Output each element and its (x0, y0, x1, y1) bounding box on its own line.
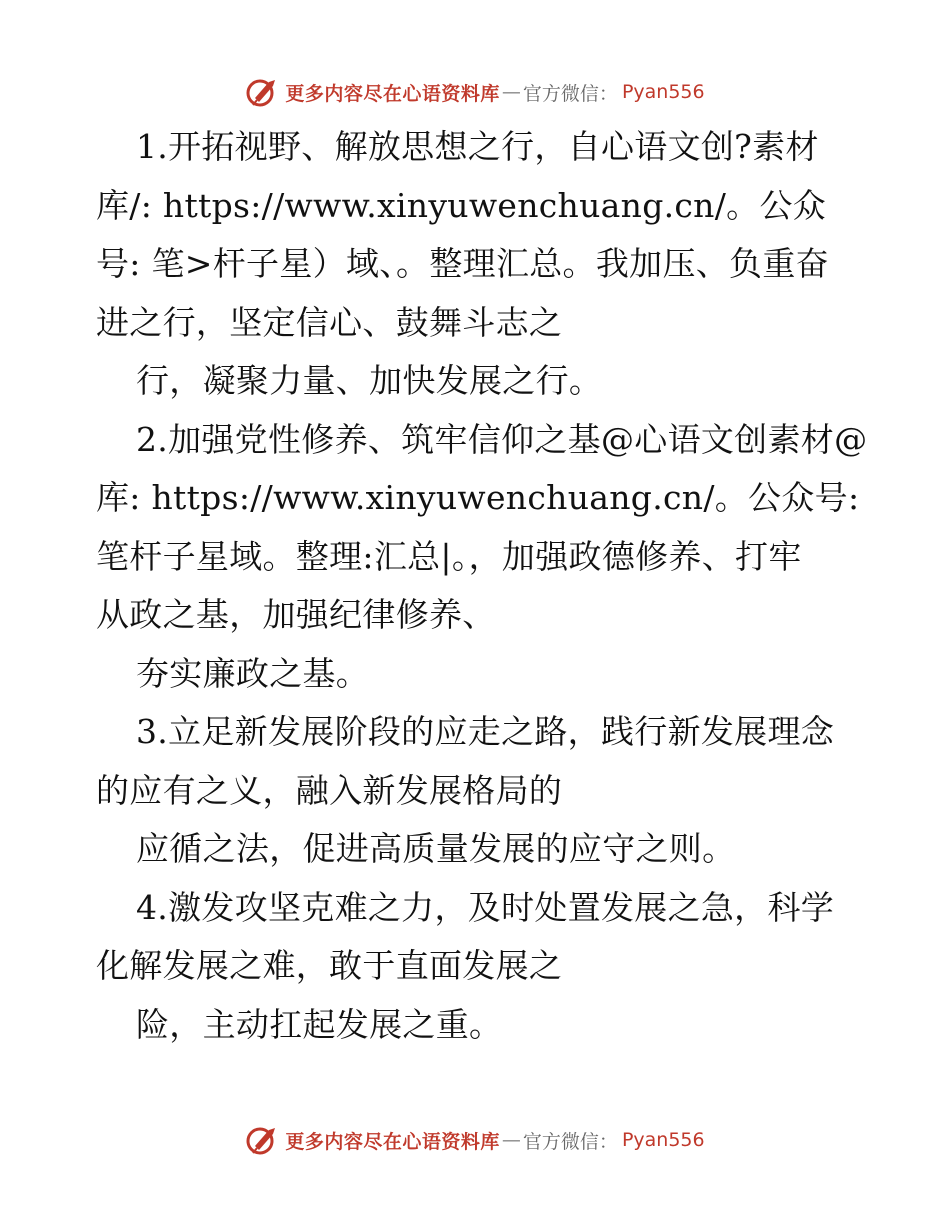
text-line: 3.立足新发展阶段的应走之路，践行新发展理念 (136, 712, 835, 751)
pen-nib-circle-logo-icon (245, 76, 281, 108)
body-text (96, 118, 868, 1054)
header-watermark (0, 72, 950, 112)
text-line: 库: https://www.xinyuwenchuang.cn/。公众号: (96, 478, 860, 517)
text-line: 笔杆子星域。整理:汇总|。，加强政德修养、打牢 (96, 536, 802, 576)
watermark-brand: 更多内容尽在心语资料库 (285, 1130, 500, 1153)
footer-watermark (0, 1120, 950, 1160)
text-line: 进之行，坚定信心、鼓舞斗志之 (96, 302, 563, 342)
watermark-label: 官方微信： (522, 1130, 618, 1153)
watermark-brand: 更多内容尽在心语资料库 (285, 82, 500, 105)
text-line: 号: 笔>杆子星）域、。整理汇总。我加压、负重奋 (96, 244, 829, 283)
text-line: 的应有之义，融入新发展格局的 (96, 770, 563, 810)
text-line: 库/: https://www.xinyuwenchuang.cn/。公众 (96, 185, 827, 225)
text-line: 夯实廉政之基。 (136, 653, 370, 693)
text-line: 险，主动扛起发展之重。 (136, 1004, 503, 1044)
text-line: 行，凝聚力量、加快发展之行。 (136, 361, 603, 400)
watermark-dash: — (501, 1129, 521, 1151)
text-line: 4.激发攻坚克难之力，及时处置发展之急，科学 (136, 887, 835, 927)
text-line: 2.加强党性修养、筑牢信仰之基@心语文创素材@ (136, 419, 868, 459)
watermark-label: 官方微信： (522, 82, 618, 105)
watermark-dash: — (501, 81, 521, 103)
text-line: 从政之基，加强纪律修养、 (96, 595, 496, 634)
text-line: 1.开拓视野、解放思想之行，自心语文创?素材 (136, 127, 819, 166)
watermark-wechat-id: Pyan556 (621, 1129, 705, 1151)
text-line: 化解发展之难，敢于直面发展之 (96, 946, 563, 985)
text-line: 应循之法，促进高质量发展的应守之则。 (136, 829, 736, 868)
watermark-wechat-id: Pyan556 (621, 81, 705, 103)
pen-nib-circle-logo-icon (245, 1124, 281, 1156)
